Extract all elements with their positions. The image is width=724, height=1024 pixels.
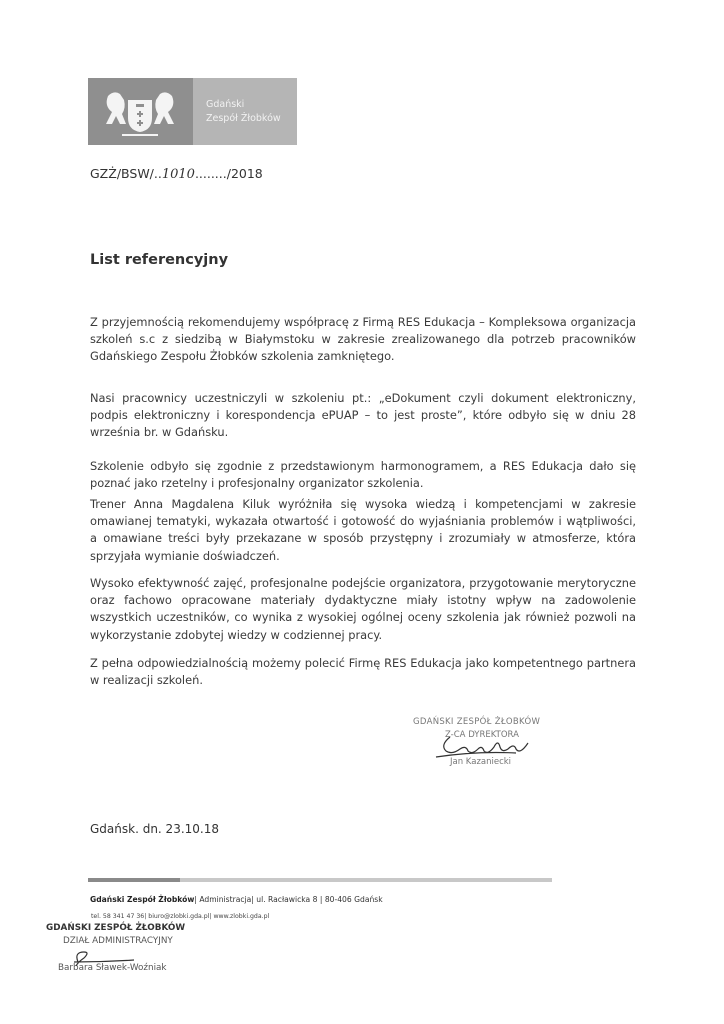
letterhead-org-name-line2: Zespół Żłobków [206, 113, 281, 124]
footer-divider-light [180, 878, 552, 882]
letterhead-org-name [206, 98, 281, 126]
footer-divider-dark [88, 878, 180, 882]
signature-stamp-name: Jan Kazaniecki [450, 757, 512, 767]
paragraph-4: Trener Anna Magdalena Kiluk wyróżniła się wysoka wiedzą i kompetencjami w zakresie omawianej tematyki, wykazała otwartość i gotowość do wyjaśniania problemów i wątpliwości, a omawiane treści były przekazane w sposób przystępny i zrozumiały w atmosferze, która sprzyjała wymianie doświadczeń. [90, 497, 636, 563]
department-stamp [46, 922, 185, 975]
department-stamp-dept: DZIAŁ ADMINISTRACYJNY [63, 936, 173, 946]
paragraph-1: Z przyjemnością rekomendujemy współpracę z Firmą RES Edukacja – Kompleksowa organizacja szkoleń s.c z siedzibą w Białymstoku w zakresie zrealizowanego dla potrzeb pracowników Gdańskiego Zespołu Żłobków szkolenia zamkniętego. [90, 315, 636, 364]
department-stamp-name: Barbara Sławek-Woźniak [58, 963, 167, 973]
paragraph-3: Szkolenie odbyło się zgodnie z przedstawionym harmonogramem, a RES Edukacja dało się poznać jako rzetelny i profesjonalny organizator szkolenia. [90, 459, 636, 491]
document-title: List referencyjny [90, 252, 229, 268]
paragraph-6: Z pełna odpowiedzialnością możemy polecić Firmę RES Edukacja jako kompetentnego partnera w realizacji szkoleń. [90, 656, 636, 688]
handwritten-initials-icon [58, 948, 138, 968]
reference-prefix: GZŻ/BSW/.. [90, 166, 162, 181]
paragraph-5: Wysoko efektywność zajęć, profesjonalne podejście organizatora, przygotowanie merytoryczne oraz fachowo opracowane materiały dydaktyczne miały istotny wpływ na zadowolenie wszystkich uczestników, co wynika z wysokiej ogólnej oceny szkolenia jak również pozwoli na wykorzystanie zdobytej wiedzy w codziennej pracy. [90, 576, 636, 642]
reference-handwritten-number: 1010 [161, 167, 195, 182]
reference-dots: ........ [194, 166, 227, 181]
reference-number [90, 166, 263, 182]
reference-suffix: /2018 [226, 166, 263, 181]
footer-contact: tel. 58 341 47 36| biuro@zlobki.gda.pl| www.zlobki.gda.pl [91, 913, 270, 920]
letterhead-org-name-line1: Gdański [206, 99, 245, 110]
signature-stamp-org: GDAŃSKI ZESPÓŁ ŻŁOBKÓW [413, 717, 541, 727]
footer-address [90, 895, 383, 904]
gdansk-coat-of-arms-icon [100, 84, 180, 139]
paragraph-2: Nasi pracownicy uczestniczyli w szkoleniu pt.: „eDokument czyli dokument elektroniczny, podpis elektroniczny i korespondencja ePUAP – to jest proste”, które odbyło się w dniu 28 września br. w Gdańsku. [90, 391, 636, 440]
signature-stamp-role: Z-CA DYREKTORA [445, 730, 519, 740]
footer-address-text: | Administracja| ul. Racławicka 8 | 80-406 Gdańsk [194, 895, 383, 904]
department-stamp-org: GDAŃSKI ZESPÓŁ ŻŁOBKÓW [46, 923, 186, 933]
footer-org-name: Gdański Zespół Żłobków [90, 895, 195, 904]
date-line: Gdańsk. dn. 23.10.18 [90, 822, 219, 836]
